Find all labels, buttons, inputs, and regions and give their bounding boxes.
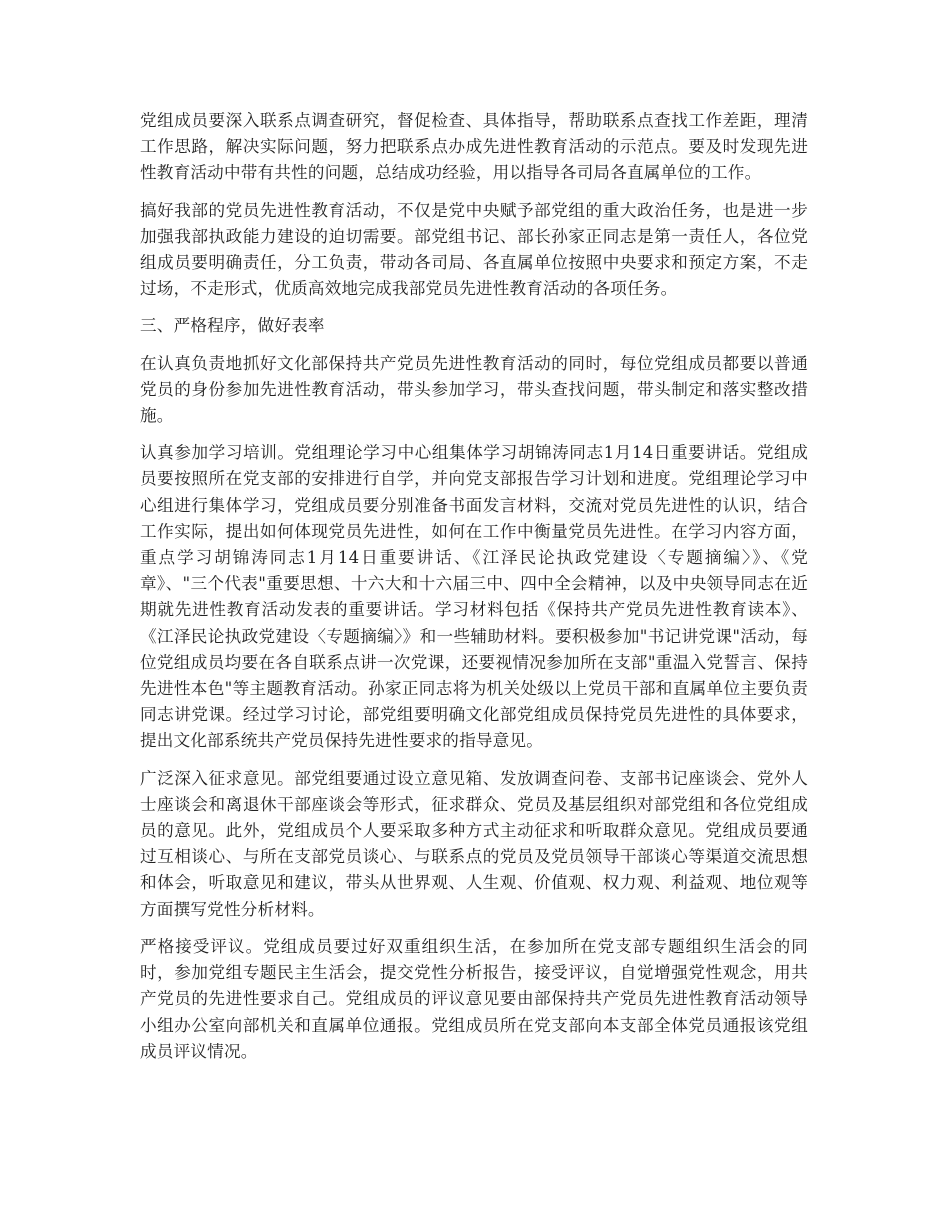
section-heading: 三、严格程序，做好表率 [140,316,325,336]
document-body [140,108,808,1076]
paragraph: 搞好我部的党员先进性教育活动，不仅是党中央赋予部党组的重大政治任务，也是进一步加强我部执政能力建设的迫切需要。部党组书记、部长孙家正同志是第一责任人，各位党组成员要明确责任，分工负责，带动各司局、各直属单位按照中央要求和预定方案，不走过场，不走形式，优质高效地完成我部党员先进性教育活动的各项任务。 [140,200,808,299]
paragraph: 广泛深入征求意见。部党组要通过设立意见箱、发放调查问卷、支部书记座谈会、党外人士座谈会和离退休干部座谈会等形式，征求群众、党员及基层组织对部党组和各位党组成员的意见。此外，党组成员个人要采取多种方式主动征求和听取群众意见。党组成员要通过互相谈心、与所在支部党员谈心、与联系点的党员及党员领导干部谈心等渠道交流思想和体会，听取意见和建议，带头从世界观、人生观、价值观、权力观、利益观、地位观等方面撰写党性分析材料。 [140,768,808,919]
paragraph: 党组成员要深入联系点调查研究，督促检查、具体指导，帮助联系点查找工作差距，理清工作思路，解决实际问题，努力把联系点办成先进性教育活动的示范点。要及时发现先进性教育活动中带有共性的问题，总结成功经验，用以指导各司局各直属单位的工作。 [140,111,808,183]
paragraph: 严格接受评议。党组成员要过好双重组织生活，在参加所在党支部专题组织生活会的同时，参加党组专题民主生活会，提交党性分析报告，接受评议，自觉增强党性观念，用共产党员的先进性要求自己。党组成员的评议意见要由部保持共产党员先进性教育活动领导小组办公室向部机关和直属单位通报。党组成员所在党支部向本支部全体党员通报该党组成员评议情况。 [140,936,808,1061]
paragraph: 认真参加学习培训。党组理论学习中心组集体学习胡锦涛同志1月14日重要讲话。党组成员要按照所在党支部的安排进行自学，并向党支部报告学习计划和进度。党组理论学习中心组进行集体学习，党组成员要分别准备书面发言材料，交流对党员先进性的认识，结合工作实际，提出如何体现党员先进性，如何在工作中衡量党员先进性。在学习内容方面，重点学习胡锦涛同志1月14日重要讲话、《江泽民论执政党建设〈专题摘编〉》、《党章》、"三个代表"重要思想、十六大和十六届三中、四中全会精神，以及中央领导同志在近期就先进性教育活动发表的重要讲话。学习材料包括《保持共产党员先进性教育读本》、《江泽民论执政党建设〈专题摘编〉》和一些辅助材料。要积极参加"书记讲党课"活动，每位党组成员均要在各自联系点讲一次党课，还要视情况参加所在支部"重温入党誓言、保持先进性本色"等主题教育活动。孙家正同志将为机关处级以上党员干部和直属单位主要负责同志讲党课。经过学习讨论，部党组要明确文化部党组成员保持党员先进性的具体要求，提出文化部系统共产党员保持先进性要求的指导意见。 [140,443,808,751]
paragraph: 在认真负责地抓好文化部保持共产党员先进性教育活动的同时，每位党组成员都要以普通党员的身份参加先进性教育活动，带头参加学习，带头查找问题，带头制定和落实整改措施。 [140,353,808,426]
